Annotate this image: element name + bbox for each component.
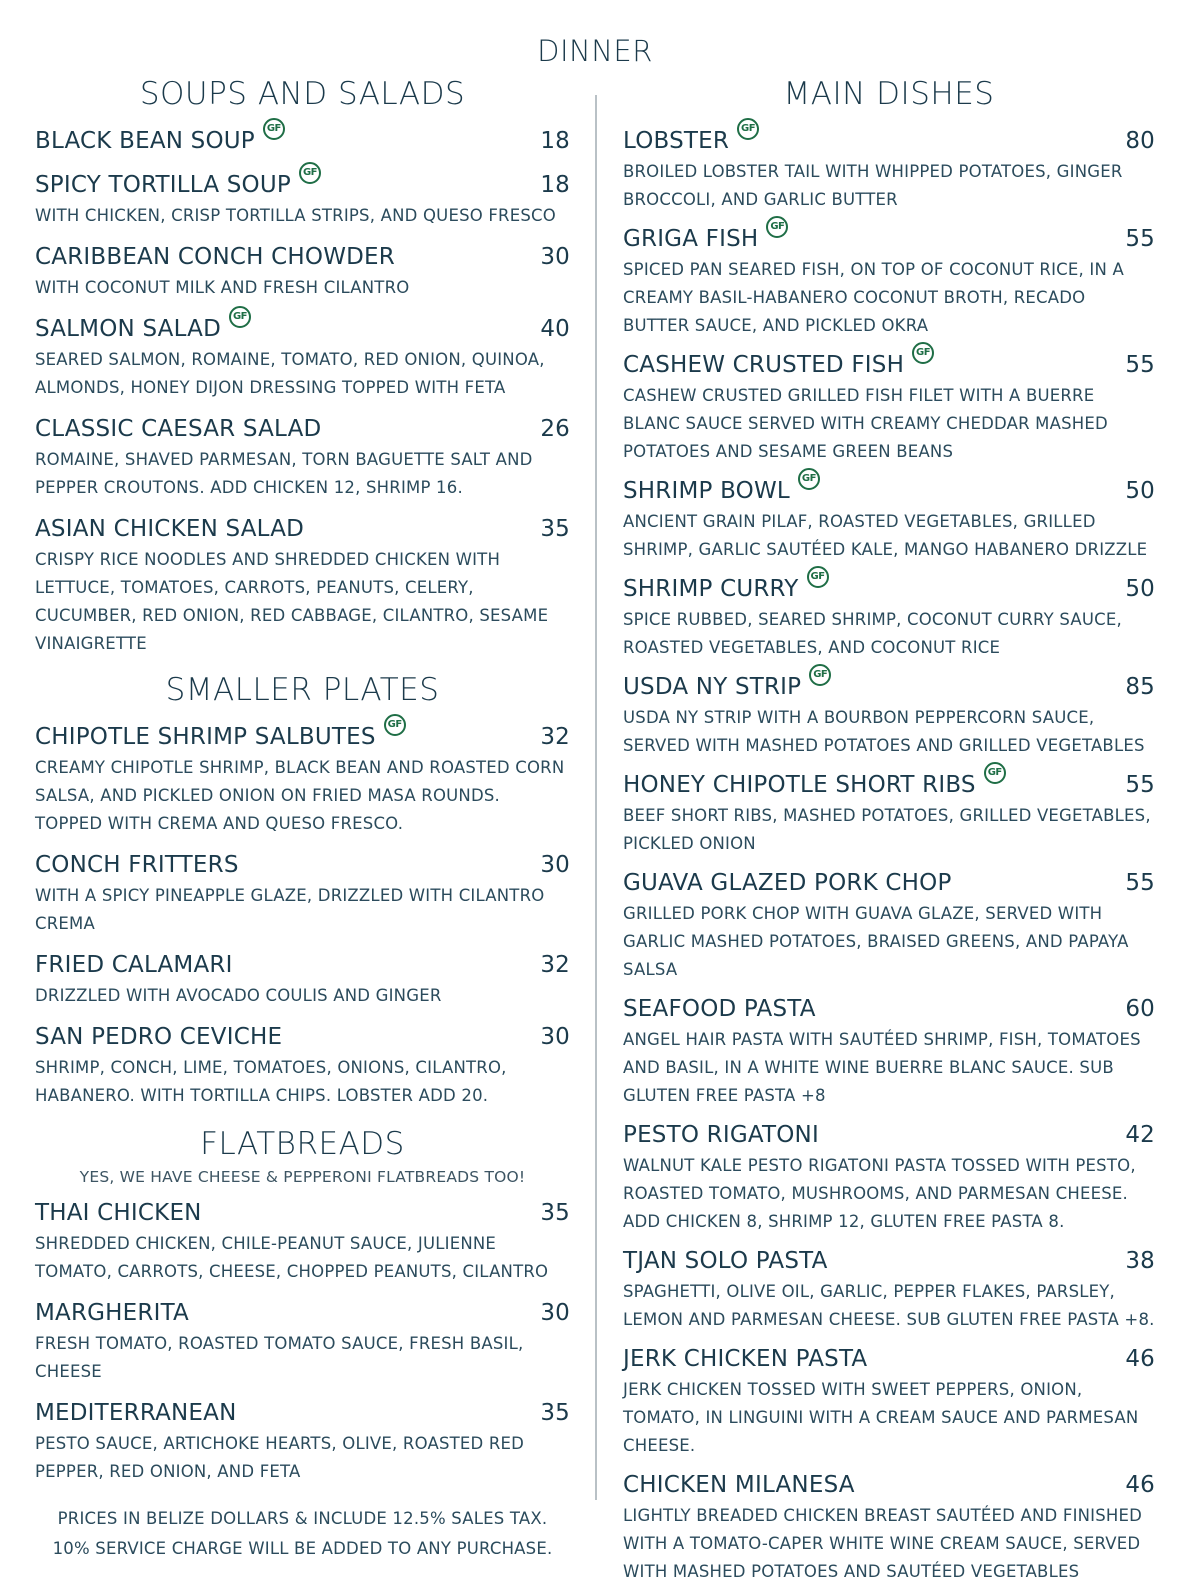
menu-item-description: BROILED LOBSTER TAIL WITH WHIPPED POTATOES, GINGER BROCCOLI, AND GARLIC BUTTER [623,162,1123,209]
menu-item-name-wrap [35,124,285,158]
menu-item-name-wrap [35,1396,237,1430]
menu-item-header [623,866,1155,900]
menu-item-header [35,1196,570,1230]
menu-item-price: 46 [1125,1472,1155,1498]
menu-item-name-wrap [623,222,788,256]
menu-item [35,1196,570,1286]
main-dishes-heading: MAIN DISHES [783,76,995,112]
menu-item-name: GUAVA GLAZED PORK CHOP [623,870,952,896]
menu-item [35,720,570,838]
menu-item-price: 46 [1125,1346,1155,1372]
price-footer [35,1504,570,1564]
menu-item-price: 30 [540,1300,570,1326]
main-dishes-list [623,124,1155,1586]
menu-item-header [35,124,570,158]
menu-item-name: MEDITERRANEAN [35,1400,237,1426]
menu-item-description: LIGHTLY BREADED CHICKEN BREAST SAUTÉED AND FINISHED WITH A TOMATO-CAPER WHITE WINE CREAM SAUCE, SERVED WITH MASHED POTATOES AND SAUTÉED VEGETABLES [623,1506,1143,1581]
menu-item-price: 35 [540,1400,570,1426]
menu-item-description: USDA NY STRIP WITH A BOURBON PEPPERCORN SAUCE, SERVED WITH MASHED POTATOES AND GRILLED VEGETABLES [623,708,1145,755]
menu-item-description: SEARED SALMON, ROMAINE, TOMATO, RED ONION, QUINOA, ALMONDS, HONEY DIJON DRESSING TOPPED WITH FETA [35,350,545,397]
menu-item-description: CRISPY RICE NOODLES AND SHREDDED CHICKEN WITH LETTUCE, TOMATOES, CARROTS, PEANUTS, CELERY, CUCUMBER, RED ONION, RED CABBAGE, CILANTRO, SESAME VINAIGRETTE [35,550,549,653]
menu-item [623,768,1155,858]
menu-item-name-wrap [623,474,820,508]
gluten-free-icon: GF [798,468,820,490]
menu-item [623,1468,1155,1586]
menu-item-name-wrap [623,348,934,382]
menu-item [623,124,1155,214]
menu-item-description: SHRIMP, CONCH, LIME, TOMATOES, ONIONS, CILANTRO, HABANERO. WITH TORTILLA CHIPS. LOBSTER ADD 20. [35,1058,507,1105]
menu-title: DINNER [537,34,653,68]
menu-item-price: 60 [1125,996,1155,1022]
menu-item-price: 18 [540,128,570,154]
menu-item [623,222,1155,340]
menu-item-description: WITH A SPICY PINEAPPLE GLAZE, DRIZZLED WITH CILANTRO CREMA [35,886,545,933]
menu-item-header [35,720,570,754]
menu-item-name-wrap [35,412,321,446]
gluten-free-icon: GF [263,118,285,140]
menu-item-header [35,412,570,446]
menu-item-header [35,312,570,346]
menu-item-header [623,1342,1155,1376]
flatbreads-list [35,1196,570,1486]
menu-item-price: 55 [1125,352,1155,378]
menu-item-name: GRIGA FISH [623,226,759,252]
menu-item-price: 40 [540,316,570,342]
menu-item-description: SPAGHETTI, OLIVE OIL, GARLIC, PEPPER FLAKES, PARSLEY, LEMON AND PARMESAN CHEESE. SUB GLUTEN FREE PASTA +8. [623,1282,1155,1329]
menu-item-price: 38 [1125,1248,1155,1274]
menu-item-description: CASHEW CRUSTED GRILLED FISH FILET WITH A BUERRE BLANC SAUCE SERVED WITH CREAMY CHEDDAR MASHED POTATOES AND SESAME GREEN BEANS [623,386,1108,461]
menu-item-name-wrap [623,670,831,704]
menu-item-description: WITH CHICKEN, CRISP TORTILLA STRIPS, AND QUESO FRESCO [35,206,556,225]
menu-item-name-wrap [35,1296,189,1330]
menu-item-description: GRILLED PORK CHOP WITH GUAVA GLAZE, SERVED WITH GARLIC MASHED POTATOES, BRAISED GREENS, AND PAPAYA SALSA [623,904,1129,979]
menu-item-name: ASIAN CHICKEN SALAD [35,516,305,542]
menu-item-header [35,948,570,982]
footer-line-1: PRICES IN BELIZE DOLLARS & INCLUDE 12.5% SALES TAX. [57,1509,548,1528]
menu-item-description: ANCIENT GRAIN PILAF, ROASTED VEGETABLES, GRILLED SHRIMP, GARLIC SAUTÉED KALE, MANGO HABANERO DRIZZLE [623,512,1148,559]
gluten-free-icon: GF [807,566,829,588]
menu-item-price: 30 [540,1024,570,1050]
right-column [623,72,1155,1594]
menu-item-name: BLACK BEAN SOUP [35,128,255,154]
menu-item [623,348,1155,466]
menu-item-header [623,572,1155,606]
gluten-free-icon: GF [299,162,321,184]
menu-item-name-wrap [623,992,816,1026]
menu-item-name: CONCH FRITTERS [35,852,239,878]
menu-item-name-wrap [623,1342,867,1376]
menu-item-name: SHRIMP CURRY [623,576,799,602]
gluten-free-icon: GF [766,216,788,238]
menu-item-description: CREAMY CHIPOTLE SHRIMP, BLACK BEAN AND ROASTED CORN SALSA, AND PICKLED ONION ON FRIED MASA ROUNDS. TOPPED WITH CREMA AND QUESO FRESCO. [35,758,565,833]
menu-item-description: SPICE RUBBED, SEARED SHRIMP, COCONUT CURRY SAUCE, ROASTED VEGETABLES, AND COCONUT RICE [623,610,1122,657]
menu-item-name-wrap [35,1020,282,1054]
menu-item-description: ROMAINE, SHAVED PARMESAN, TORN BAGUETTE SALT AND PEPPER CROUTONS. ADD CHICKEN 12, SHRIMP 16. [35,450,533,497]
menu-item-header [35,168,570,202]
menu-item-price: 85 [1125,674,1155,700]
menu-item-name-wrap [623,572,829,606]
menu-item-price: 50 [1125,576,1155,602]
menu-item-header [623,348,1155,382]
gluten-free-icon: GF [984,762,1006,784]
menu-item [35,312,570,402]
menu-item-header [35,512,570,546]
menu-item-header [35,848,570,882]
smaller-plates-heading: SMALLER PLATES [165,672,440,708]
menu-item-header [623,992,1155,1026]
menu-item-name-wrap [35,240,395,274]
menu-item-name-wrap [623,866,952,900]
menu-item-name-wrap [35,312,251,346]
column-divider [595,95,597,1500]
menu-item [623,1342,1155,1460]
menu-item [623,1118,1155,1236]
menu-item-name: JERK CHICKEN PASTA [623,1346,868,1372]
menu-item-name-wrap [623,124,759,158]
menu-item [35,168,570,230]
menu-item [35,1020,570,1110]
menu-item-name-wrap [623,1468,855,1502]
menu-item-header [623,670,1155,704]
menu-item [623,474,1155,564]
menu-item-name: SALMON SALAD [35,316,221,342]
menu-item-header [623,474,1155,508]
menu-item-description: SPICED PAN SEARED FISH, ON TOP OF COCONUT RICE, IN A CREAMY BASIL-HABANERO COCONUT BROTH, RECADO BUTTER SAUCE, AND PICKLED OKRA [623,260,1124,335]
menu-item-description: BEEF SHORT RIBS, MASHED POTATOES, GRILLED VEGETABLES, PICKLED ONION [623,806,1151,853]
menu-item-name-wrap [623,768,1006,802]
menu-item-name-wrap [35,720,406,754]
menu-item-price: 42 [1125,1122,1155,1148]
menu-item-description: FRESH TOMATO, ROASTED TOMATO SAUCE, FRESH BASIL, CHEESE [35,1334,524,1381]
menu-item-price: 55 [1125,772,1155,798]
flatbreads-heading: FLATBREADS [200,1126,405,1162]
menu-item-name: THAI CHICKEN [35,1200,202,1226]
menu-item-description: WALNUT KALE PESTO RIGATONI PASTA TOSSED WITH PESTO, ROASTED TOMATO, MUSHROOMS, AND PARMESAN CHEESE. ADD CHICKEN 8, SHRIMP 12, GLUTEN FREE PASTA 8. [623,1156,1136,1231]
menu-item-name: HONEY CHIPOTLE SHORT RIBS [623,772,976,798]
menu-item-name: SEAFOOD PASTA [623,996,816,1022]
menu-item-name-wrap [35,512,304,546]
menu-item [35,848,570,938]
menu-item-header [623,768,1155,802]
menu-item-name: CHIPOTLE SHRIMP SALBUTES [35,724,376,750]
menu-item [623,572,1155,662]
menu-item-header [623,1244,1155,1278]
menu-item-header [623,1118,1155,1152]
left-column [35,72,570,1564]
gluten-free-icon: GF [384,714,406,736]
menu-item-price: 30 [540,244,570,270]
menu-item-name-wrap [623,1118,819,1152]
menu-item-name: CHICKEN MILANESA [623,1472,855,1498]
menu-item-description: SHREDDED CHICKEN, CHILE-PEANUT SAUCE, JULIENNE TOMATO, CARROTS, CHEESE, CHOPPED PEANUTS, CILANTRO [35,1234,549,1281]
gluten-free-icon: GF [737,118,759,140]
menu-item [623,670,1155,760]
menu-item-price: 55 [1125,226,1155,252]
menu-item-name: PESTO RIGATONI [623,1122,819,1148]
menu-item-name: LOBSTER [623,128,730,154]
menu-item-description: ANGEL HAIR PASTA WITH SAUTÉED SHRIMP, FISH, TOMATOES AND BASIL, IN A WHITE WINE BUERRE BLANC SAUCE. SUB GLUTEN FREE PASTA +8 [623,1030,1141,1105]
menu-item-name: FRIED CALAMARI [35,952,233,978]
footer-line-2: 10% SERVICE CHARGE WILL BE ADDED TO ANY PURCHASE. [52,1539,553,1558]
gluten-free-icon: GF [229,306,251,328]
menu-item [35,512,570,658]
menu-item-header [623,124,1155,158]
gluten-free-icon: GF [809,664,831,686]
menu-item-price: 18 [540,172,570,198]
menu-item-name: USDA NY STRIP [623,674,802,700]
menu-item [35,240,570,302]
menu-item-name: TJAN SOLO PASTA [623,1248,828,1274]
gluten-free-icon: GF [912,342,934,364]
menu-item-name: CLASSIC CAESAR SALAD [35,416,322,442]
menu-item [35,948,570,1010]
menu-item-price: 35 [540,1200,570,1226]
menu-item [35,1396,570,1486]
menu-item-header [35,240,570,274]
menu-item-description: PESTO SAUCE, ARTICHOKE HEARTS, OLIVE, ROASTED RED PEPPER, RED ONION, AND FETA [35,1434,525,1481]
menu-item-name: SPICY TORTILLA SOUP [35,172,291,198]
menu-item-name: MARGHERITA [35,1300,189,1326]
menu-item [623,1244,1155,1334]
menu-item-header [35,1396,570,1430]
menu-item-price: 26 [540,416,570,442]
soups-list [35,124,570,658]
menu-item-description: WITH COCONUT MILK AND FRESH CILANTRO [35,278,410,297]
menu-item-name-wrap [35,168,321,202]
menu-item [35,412,570,502]
menu-item-price: 50 [1125,478,1155,504]
menu-item-price: 32 [540,724,570,750]
menu-item-header [35,1296,570,1330]
menu-item [35,124,570,158]
menu-item-description: DRIZZLED WITH AVOCADO COULIS AND GINGER [35,986,442,1005]
menu-item-name: CARIBBEAN CONCH CHOWDER [35,244,395,270]
menu-item-price: 32 [540,952,570,978]
soups-heading: SOUPS AND SALADS [139,76,466,112]
menu-item-header [623,222,1155,256]
menu-item-header [35,1020,570,1054]
menu-item-price: 30 [540,852,570,878]
menu-item-price: 55 [1125,870,1155,896]
menu-item-price: 35 [540,516,570,542]
menu-item-description: JERK CHICKEN TOSSED WITH SWEET PEPPERS, ONION, TOMATO, IN LINGUINI WITH A CREAM SAUCE AND PARMESAN CHEESE. [623,1380,1139,1455]
menu-item-name-wrap [35,948,233,982]
menu-item-name-wrap [623,1244,828,1278]
menu-item-name-wrap [35,848,239,882]
menu-item-name: SAN PEDRO CEVICHE [35,1024,283,1050]
menu-item-price: 80 [1125,128,1155,154]
menu-item [623,866,1155,984]
menu-item-header [623,1468,1155,1502]
menu-item-name: CASHEW CRUSTED FISH [623,352,905,378]
menu-item-name-wrap [35,1196,202,1230]
menu-item-name: SHRIMP BOWL [623,478,790,504]
menu-item [35,1296,570,1386]
menu-item [623,992,1155,1110]
flatbreads-note: YES, WE HAVE CHEESE & PEPPERONI FLATBREADS TOO! [79,1168,526,1186]
smaller-plates-list [35,720,570,1110]
